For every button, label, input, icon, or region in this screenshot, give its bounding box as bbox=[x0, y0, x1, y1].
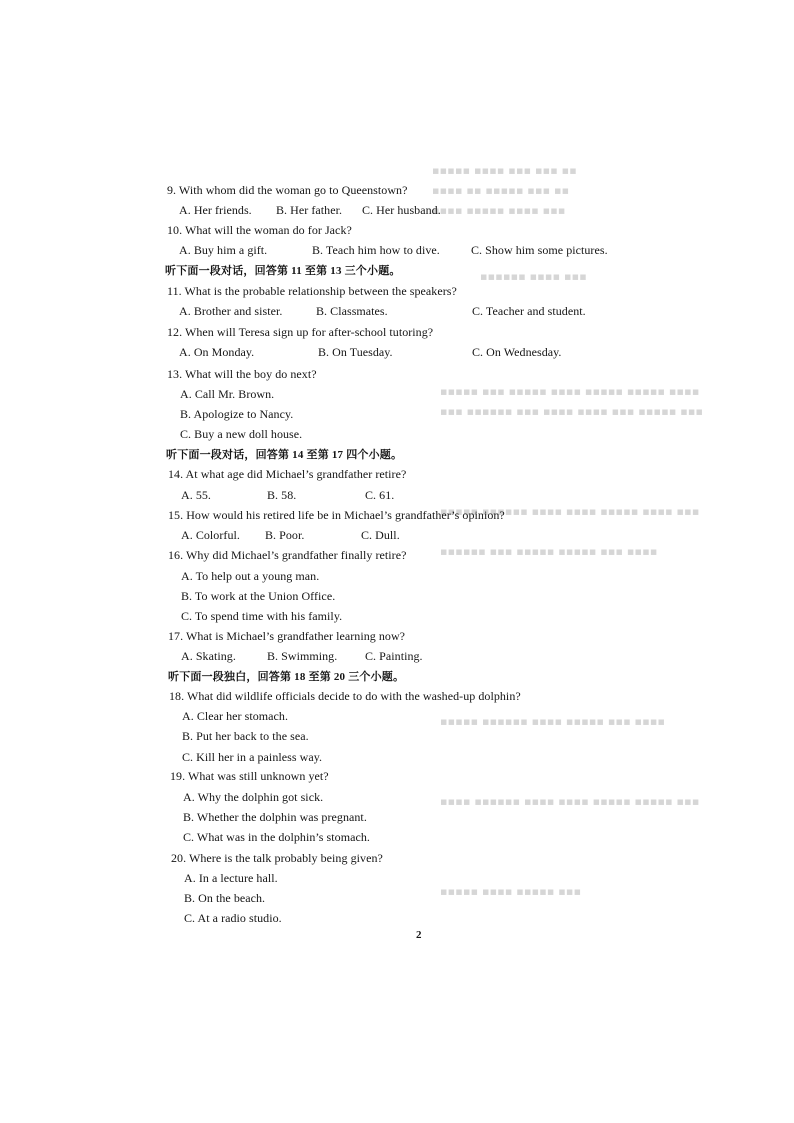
question-15: 15. How would his retired life be in Michael’s grandfather’s opinion? bbox=[168, 508, 505, 522]
option-13a: A. Call Mr. Brown. bbox=[180, 387, 275, 401]
option-20c: C. At a radio studio. bbox=[184, 911, 282, 925]
option-20a: A. In a lecture hall. bbox=[184, 871, 278, 885]
option-12b: B. On Tuesday. bbox=[318, 345, 393, 359]
option-14b: B. 58. bbox=[267, 488, 297, 502]
question-16: 16. Why did Michael’s grandfather finally retire? bbox=[168, 548, 407, 562]
option-13b: B. Apologize to Nancy. bbox=[180, 407, 294, 421]
question-19: 19. What was still unknown yet? bbox=[170, 769, 329, 783]
option-14a: A. 55. bbox=[181, 488, 211, 502]
option-13c: C. Buy a new doll house. bbox=[180, 427, 303, 441]
option-11b: B. Classmates. bbox=[316, 304, 388, 318]
section-heading-14-17: 听下面一段对话，回答第 14 至第 17 四个小题。 bbox=[166, 449, 403, 461]
exam-page: ▪▪▪▪▪ ▪▪▪▪ ▪▪▪ ▪▪▪ ▪▪ ▪▪▪▪ ▪▪ ▪▪▪▪▪ ▪▪▪ ▪▪ ▪▪▪▪ ▪▪▪▪▪ ▪▪▪▪ ▪▪▪ ▪▪▪▪▪▪ ▪▪▪▪ ▪▪▪ ▪▪▪▪▪ ▪▪▪ ▪▪▪▪▪ ▪▪▪▪ ▪▪▪▪▪ ▪▪▪▪▪ ▪▪▪▪ ▪▪▪ ▪▪▪▪▪▪ ▪▪▪ ▪▪▪▪ ▪▪▪▪ ▪▪▪ ▪▪▪▪▪ ▪▪▪ ▪▪▪▪▪ ▪▪▪▪▪▪ ▪▪▪▪ ▪▪▪▪ ▪▪▪▪▪ ▪▪▪▪ ▪▪▪ ▪▪▪▪▪▪ ▪▪▪ ▪▪▪▪▪ ▪▪▪▪▪ ▪▪▪ ▪▪▪▪ ▪▪▪▪▪ ▪▪▪▪▪▪ ▪▪▪▪ ▪▪▪▪▪ ▪▪▪ ▪▪▪▪ ▪▪▪▪ ▪▪▪▪▪▪ ▪▪▪▪ ▪▪▪▪ ▪▪▪▪▪ ▪▪▪▪▪ ▪▪▪ ▪▪▪▪▪ ▪▪▪▪ ▪▪▪▪▪ ▪▪▪ 9. With whom did the woman go to Queenstown? A. Her friends. B. Her father. C. Her husband. 10. What will the woman do for Jack? A. Buy him a gift. B. Teach him how to dive. C. Show him some pictures. 听下面一段对话，回答第 11 至第 13 三个小题。 11. What is the probable relationship between the speakers? A. Brother and sister. B. Classmates. C. Teacher and student. 12. When will Teresa sign up for after-school tutoring? A. On Monday. B. On Tuesday. C. On Wednesday. 13. What will the boy do next? A. Call Mr. Brown. B. Apologize to Nancy. C. Buy a new doll house. 听下面一段对话，回答第 14 至第 17 四个小题。 14. At what age did Michael’s grandfather retire? A. 55. B. 58. C. 61. 15. How would his retired life be in Michael’s grandfather’s opinion? A. Colorful. B. Poor. C. Dull. 16. Why did Michael’s grandfather finally retire? A. To help out a young man. B. To work at the Union Office. C. To spend time with his family. 17. What is Michael’s grandfather learning now? A. Skating. B. Swimming. C. Painting. 听下面一段独白，回答第 18 至第 20 三个小题。 18. What did wildlife officials decide to do with the washed-up dolphin? A. Clear her stomach. B. Put her back to the sea. C. Kill her in a painless way. 19. What was still unknown yet? A. Why the dolphin got sick. B. Whether the dolphin was pregnant. C. What was in the dolphin’s stomach. 20. Where is the talk probably being given? A. In a lecture hall. B. On the beach. C. At a radio studio. 2 bbox=[165, 164, 704, 941]
section-heading-18-20: 听下面一段独白，回答第 18 至第 20 三个小题。 bbox=[168, 671, 405, 683]
option-18b: B. Put her back to the sea. bbox=[182, 729, 309, 743]
option-18c: C. Kill her in a painless way. bbox=[182, 750, 323, 764]
option-17c: C. Painting. bbox=[365, 649, 423, 663]
option-10b: B. Teach him how to dive. bbox=[312, 243, 440, 257]
option-17b: B. Swimming. bbox=[267, 649, 338, 663]
question-12: 12. When will Teresa sign up for after-school tutoring? bbox=[167, 325, 434, 339]
question-10: 10. What will the woman do for Jack? bbox=[167, 223, 352, 237]
option-14c: C. 61. bbox=[365, 488, 395, 502]
option-9b: B. Her father. bbox=[276, 203, 343, 217]
option-11c: C. Teacher and student. bbox=[472, 304, 586, 318]
option-16a: A. To help out a young man. bbox=[181, 569, 320, 583]
option-15c: C. Dull. bbox=[361, 528, 400, 542]
option-12c: C. On Wednesday. bbox=[472, 345, 562, 359]
option-18a: A. Clear her stomach. bbox=[182, 709, 289, 723]
option-11a: A. Brother and sister. bbox=[179, 304, 283, 318]
option-19a: A. Why the dolphin got sick. bbox=[183, 790, 324, 804]
option-19b: B. Whether the dolphin was pregnant. bbox=[183, 810, 367, 824]
option-9c: C. Her husband. bbox=[362, 203, 441, 217]
question-11: 11. What is the probable relationship between the speakers? bbox=[167, 284, 457, 298]
option-10c: C. Show him some pictures. bbox=[471, 243, 608, 257]
option-9a: A. Her friends. bbox=[179, 203, 252, 217]
option-20b: B. On the beach. bbox=[184, 891, 266, 905]
option-17a: A. Skating. bbox=[181, 649, 236, 663]
section-heading-11-13: 听下面一段对话，回答第 11 至第 13 三个小题。 bbox=[165, 265, 401, 277]
question-14: 14. At what age did Michael’s grandfather retire? bbox=[168, 467, 407, 481]
option-16b: B. To work at the Union Office. bbox=[181, 589, 336, 603]
option-12a: A. On Monday. bbox=[179, 345, 255, 359]
question-17: 17. What is Michael’s grandfather learning now? bbox=[168, 629, 406, 643]
question-13: 13. What will the boy do next? bbox=[167, 367, 317, 381]
question-20: 20. Where is the talk probably being given? bbox=[171, 851, 383, 865]
option-10a: A. Buy him a gift. bbox=[179, 243, 268, 257]
option-19c: C. What was in the dolphin’s stomach. bbox=[183, 830, 370, 844]
question-18: 18. What did wildlife officials decide to do with the washed-up dolphin? bbox=[169, 689, 521, 703]
option-16c: C. To spend time with his family. bbox=[181, 609, 343, 623]
question-9: 9. With whom did the woman go to Queenstown? bbox=[167, 183, 408, 197]
page-number: 2 bbox=[416, 929, 422, 941]
option-15b: B. Poor. bbox=[265, 528, 305, 542]
option-15a: A. Colorful. bbox=[181, 528, 240, 542]
